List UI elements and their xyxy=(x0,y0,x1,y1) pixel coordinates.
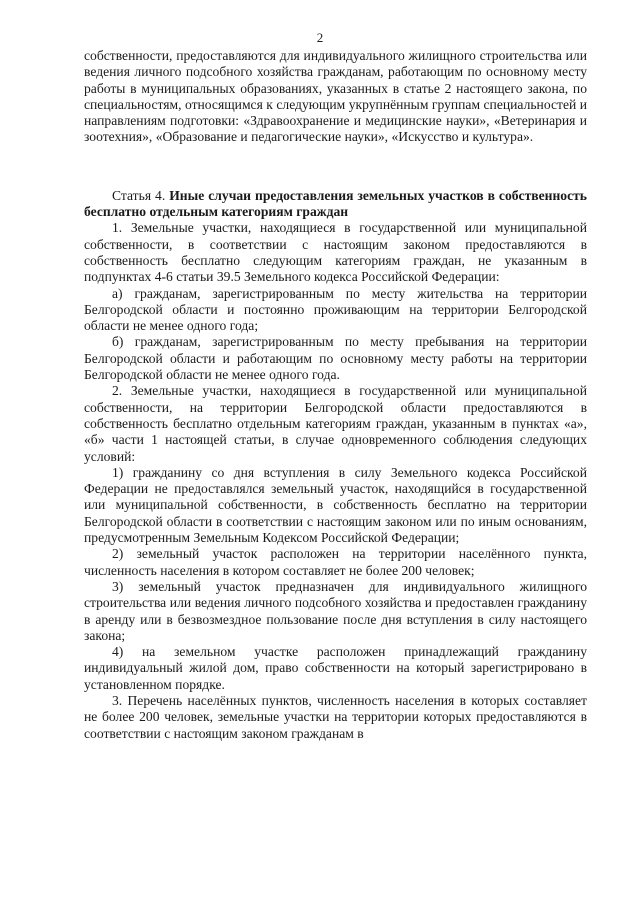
condition-1: 1) гражданину со дня вступления в силу Земельного кодекса Российской Федерации не предоставлялся земельный участок, находящийся в государственной или муниципальной собственности, в собственность бесплатно на территории Белгородской области в соответствии с настоящим законом или по иным основаниям, предусмотренным Земельным Кодексом Российской Федерации; xyxy=(84,464,587,546)
paragraph-3: 3. Перечень населённых пунктов, численность населения в которых составляет не более 200 человек, земельные участки на территории которых предоставляются в соответствии с настоящим законом гражданам в xyxy=(84,692,587,741)
subparagraph-a: а) гражданам, зарегистрированным по месту жительства на территории Белгородской области и постоянно проживающим на территории Белгородской области не менее одного года; xyxy=(84,285,587,334)
continuation-paragraph: собственности, предоставляются для индивидуального жилищного строительства или ведения личного подсобного хозяйства гражданам, работающим по основному месту работы в муниципальных образованиях, указанных в статье 2 настоящего закона, по специальностям, относящимся к следующим укрупнённым группам специальностей и направлениям подготовки: «Здравоохранение и медицинские науки», «Ветеринария и зоотехния», «Образование и педагогические науки», «Искусство и культура». xyxy=(84,48,587,145)
document-body xyxy=(84,48,587,742)
page-number: 2 xyxy=(316,30,324,45)
article-label: Статья 4. xyxy=(112,187,166,203)
section-spacer xyxy=(84,146,587,188)
condition-2: 2) земельный участок расположен на территории населённого пункта, численность населения в котором составляет не более 200 человек; xyxy=(84,546,587,578)
article-title: Иные случаи предоставления земельных участков в собственность бесплатно отдельным категориям граждан xyxy=(84,187,587,220)
paragraph-2: 2. Земельные участки, находящиеся в государственной или муниципальной собственности, на территории Белгородской области предоставляются в собственность бесплатно отдельным категориям граждан, указанным в пунктах «а», «б» части 1 настоящей статьи, в случае одновременного соблюдения следующих условий: xyxy=(84,383,587,464)
article-heading xyxy=(84,188,587,221)
condition-4: 4) на земельном участке расположен принадлежащий гражданину индивидуальный жилой дом, право собственности на который зарегистрировано в установленном порядке. xyxy=(84,644,587,692)
paragraph-1: 1. Земельные участки, находящиеся в государственной или муниципальной собственности, в соответствии с настоящим законом предоставляются в собственность бесплатно следующим категориям граждан, не указанным в подпунктах 4-6 статьи 39.5 Земельного кодекса Российской Федерации: xyxy=(84,220,587,285)
subparagraph-b: б) гражданам, зарегистрированным по месту пребывания на территории Белгородской области и работающим по основному месту работы на территории Белгородской области не менее одного года. xyxy=(84,334,587,383)
condition-3: 3) земельный участок предназначен для индивидуального жилищного строительства или ведения личного подсобного хозяйства и предоставлен гражданину в аренду или в безвозмездное пользование после дня вступления в силу настоящего закона; xyxy=(84,578,587,643)
